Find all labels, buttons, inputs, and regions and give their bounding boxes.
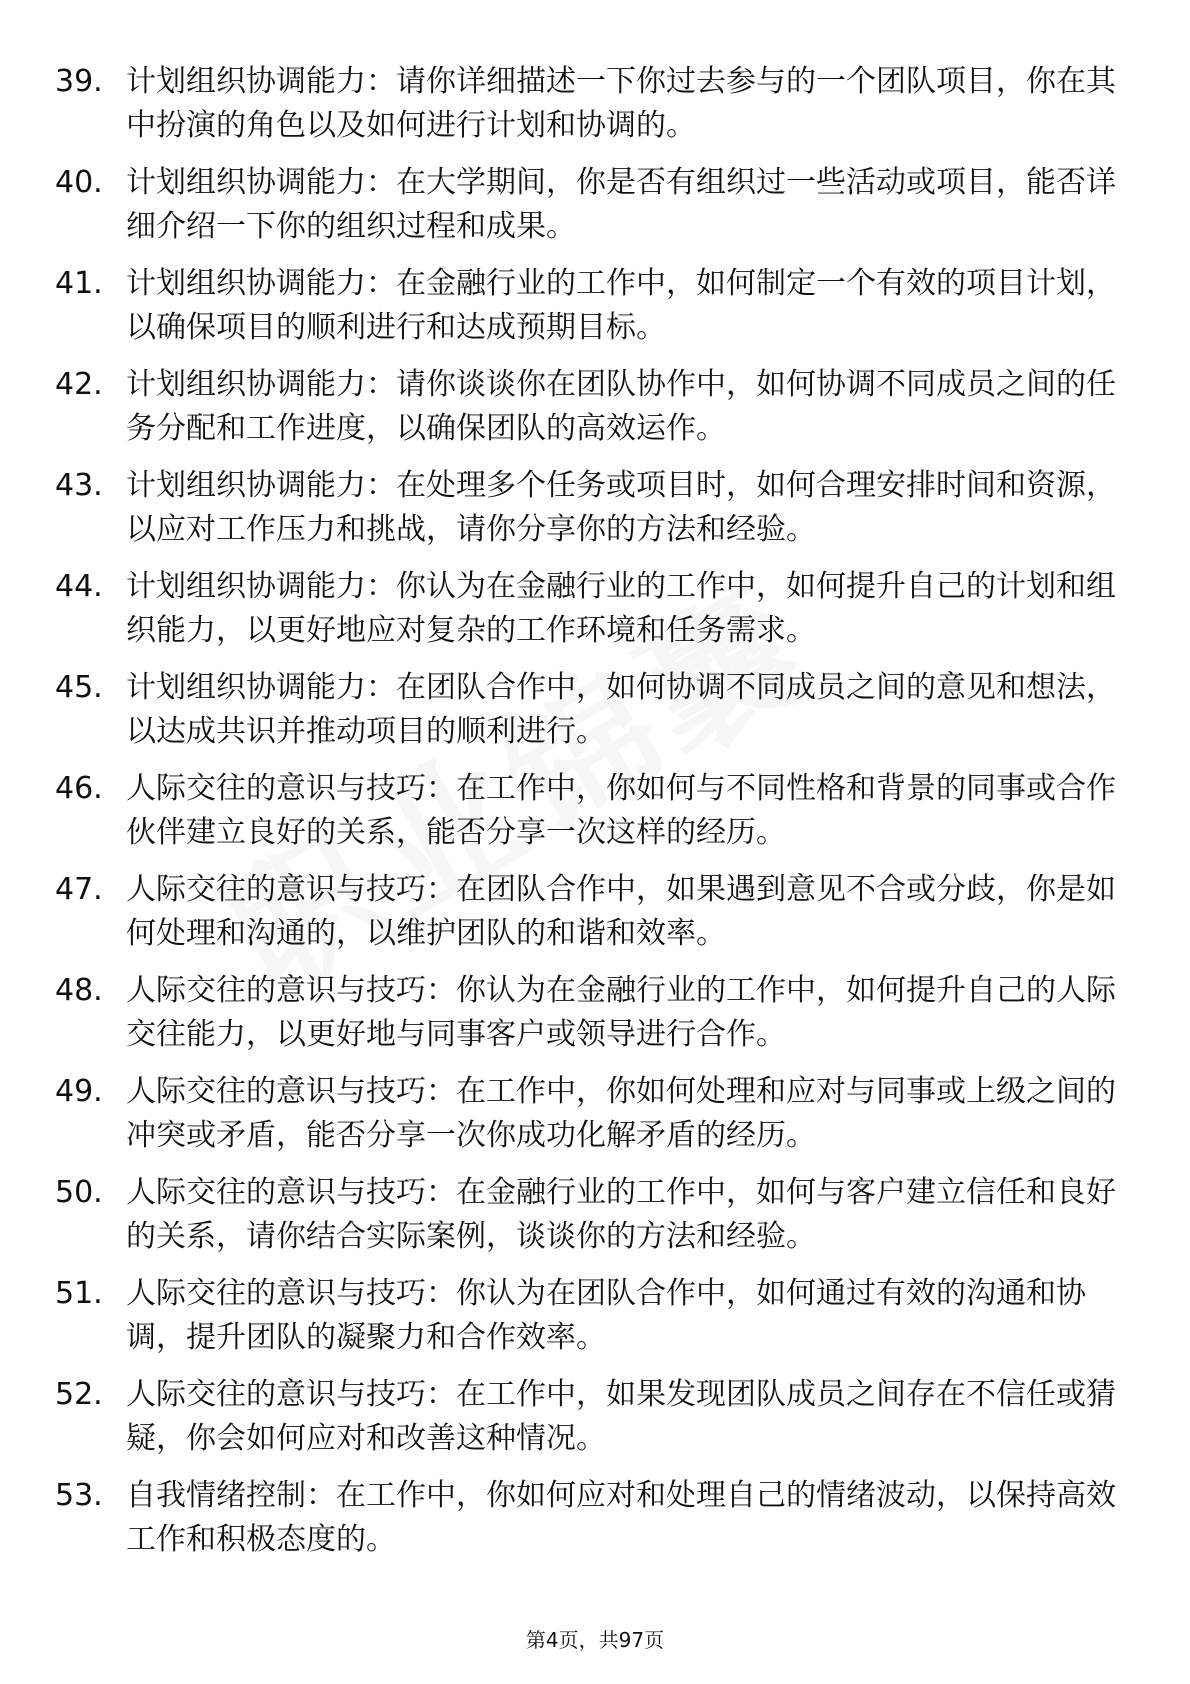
list-item: [0, 868, 1190, 969]
item-text: 自我情绪控制：在工作中，你如何应对和处理自己的情绪波动，以保持高效工作和积极态度的。: [126, 1478, 1116, 1557]
item-number: 43.: [55, 468, 103, 503]
item-text: 人际交往的意识与技巧：在工作中，你如何处理和应对与同事或上级之间的冲突或矛盾，能否分享一次你成功化解矛盾的经历。: [126, 1074, 1116, 1153]
question-list: [0, 60, 1190, 1620]
list-item: [0, 60, 1190, 161]
item-number: 47.: [55, 872, 103, 907]
list-item: [0, 969, 1190, 1070]
item-number: 53.: [55, 1478, 103, 1513]
item-text: 人际交往的意识与技巧：在工作中，你如何与不同性格和背景的同事或合作伙伴建立良好的关系，能否分享一次这样的经历。: [126, 771, 1116, 850]
item-number: 49.: [55, 1074, 103, 1109]
item-text: 计划组织协调能力：你认为在金融行业的工作中，如何提升自己的计划和组织能力，以更好地应对复杂的工作环境和任务需求。: [126, 569, 1116, 648]
list-item: [0, 363, 1190, 464]
list-item: [0, 1373, 1190, 1474]
list-item: [0, 666, 1190, 767]
page-number-footer: 第4页，共97页: [525, 1628, 665, 1652]
item-text: 计划组织协调能力：请你详细描述一下你过去参与的一个团队项目，你在其中扮演的角色以及如何进行计划和协调的。: [126, 64, 1116, 143]
item-number: 50.: [55, 1175, 103, 1210]
item-text: 计划组织协调能力：在处理多个任务或项目时，如何合理安排时间和资源，以应对工作压力和挑战，请你分享你的方法和经验。: [126, 468, 1116, 547]
item-text: 计划组织协调能力：请你谈谈你在团队协作中，如何协调不同成员之间的任务分配和工作进度，以确保团队的高效运作。: [126, 367, 1116, 446]
list-item: [0, 767, 1190, 868]
item-text: 人际交往的意识与技巧：你认为在团队合作中，如何通过有效的沟通和协调，提升团队的凝聚力和合作效率。: [126, 1276, 1086, 1355]
item-number: 44.: [55, 569, 103, 604]
item-text: 人际交往的意识与技巧：你认为在金融行业的工作中，如何提升自己的人际交往能力，以更好地与同事客户或领导进行合作。: [126, 973, 1116, 1052]
list-item: [0, 1272, 1190, 1373]
list-item: [0, 1171, 1190, 1272]
list-item: [0, 161, 1190, 262]
item-number: 52.: [55, 1377, 103, 1412]
list-item: [0, 1474, 1190, 1575]
item-number: 48.: [55, 973, 103, 1008]
list-item: [0, 464, 1190, 565]
item-text: 计划组织协调能力：在团队合作中，如何协调不同成员之间的意见和想法，以达成共识并推动项目的顺利进行。: [126, 670, 1116, 749]
list-item: [0, 1070, 1190, 1171]
item-text: 计划组织协调能力：在金融行业的工作中，如何制定一个有效的项目计划，以确保项目的顺利进行和达成预期目标。: [126, 266, 1116, 345]
item-number: 40.: [55, 165, 103, 200]
item-text: 人际交往的意识与技巧：在金融行业的工作中，如何与客户建立信任和良好的关系，请你结合实际案例，谈谈你的方法和经验。: [126, 1175, 1116, 1254]
item-number: 46.: [55, 771, 103, 806]
item-text: 人际交往的意识与技巧：在工作中，如果发现团队成员之间存在不信任或猜疑，你会如何应对和改善这种情况。: [126, 1377, 1116, 1456]
list-item: [0, 262, 1190, 363]
item-text: 计划组织协调能力：在大学期间，你是否有组织过一些活动或项目，能否详细介绍一下你的组织过程和成果。: [126, 165, 1116, 244]
item-text: 人际交往的意识与技巧：在团队合作中，如果遇到意见不合或分歧，你是如何处理和沟通的，以维护团队的和谐和效率。: [126, 872, 1116, 951]
list-item: [0, 565, 1190, 666]
item-number: 51.: [55, 1276, 103, 1311]
item-number: 45.: [55, 670, 103, 705]
item-number: 39.: [55, 64, 103, 99]
item-number: 42.: [55, 367, 103, 402]
item-number: 41.: [55, 266, 103, 301]
